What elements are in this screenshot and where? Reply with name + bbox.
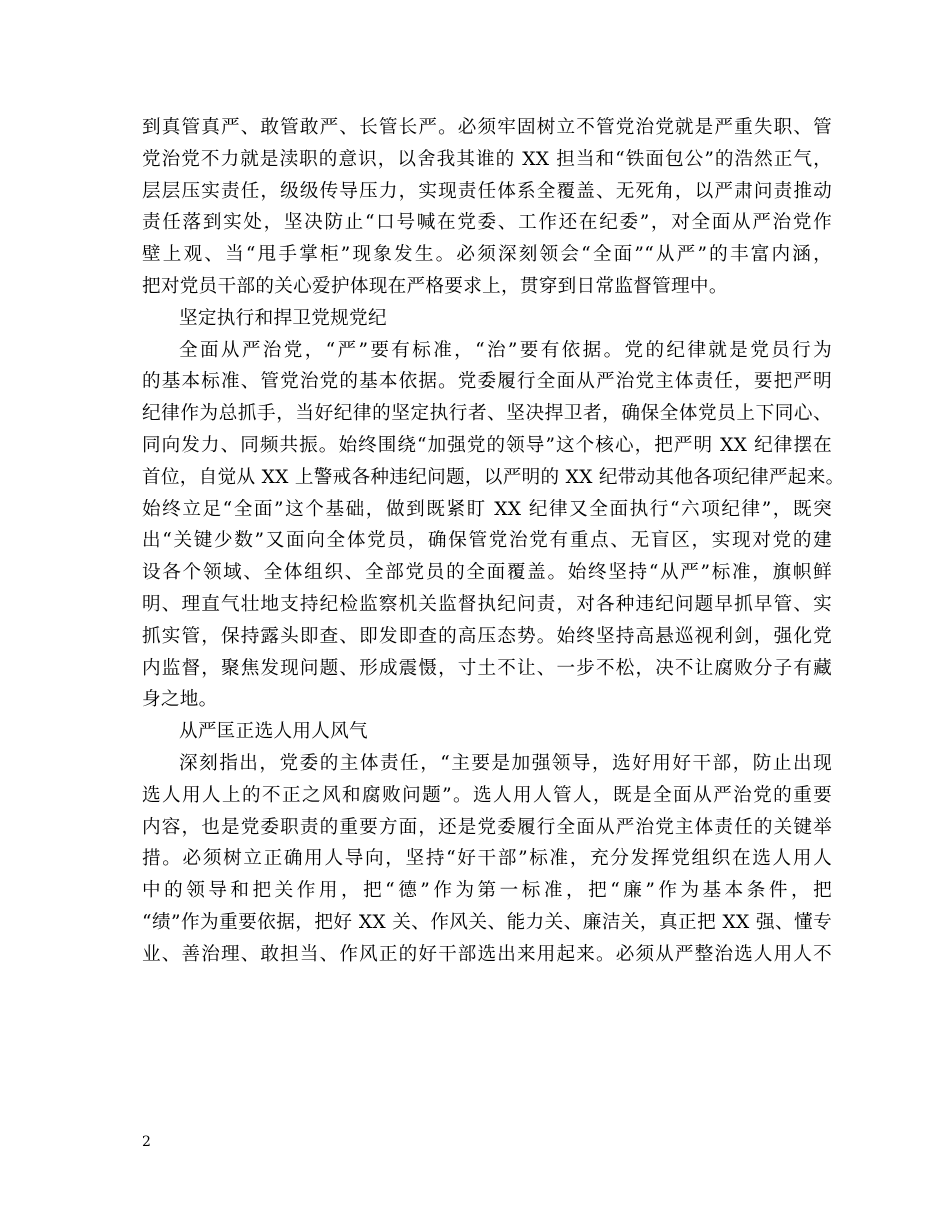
paragraph-line: 把对党员干部的关心爱护体现在严格要求上，贯穿到日常监督管理中。 [142,275,728,297]
paragraph-line: 责任落到实处，坚决防止“口号喊在党委、工作还在纪委”，对全面从严治党作 [142,212,832,234]
page-number: 2 [142,1134,151,1150]
paragraph-line: 壁上观、当“甩手掌柜”现象发生。必须深刻领会“全面”“从严”的丰富内涵， [142,244,832,266]
paragraph-line: 明、理直气壮地支持纪检监察机关监督执纪问责，对各种违纪问题早抓早管、实 [142,593,832,615]
paragraph-line: 党治党不力就是渎职的意识，以舍我其谁的 XX 担当和“铁面包公”的浩然正气， [142,148,832,170]
paragraph-line: 出“关键少数”又面向全体党员，确保管党治党有重点、无盲区，实现对党的建 [142,530,832,552]
paragraph-line: 全面从严治党，“严”要有标准，“治”要有依据。党的纪律就是党员行为 [179,339,832,361]
paragraph-1 [142,112,832,303]
paragraph-line: 首位，自觉从 XX 上警戒各种违纪问题，以严明的 XX 纪带动其他各项纪律严起来。 [142,466,845,488]
paragraph-line: 始终立足“全面”这个基础，做到既紧盯 XX 纪律又全面执行“六项纪律”，既突 [142,498,832,520]
paragraph-2 [142,335,845,717]
paragraph-line: 内容，也是党委职责的重要方面，还是党委履行全面从严治党主体责任的关键举 [142,816,832,838]
document-page [142,112,845,971]
section-heading: 坚定执行和捍卫党规党纪 [179,307,387,329]
paragraph-line: 措。必须树立正确用人导向，坚持“好干部”标准，充分发挥党组织在选人用人 [142,848,832,870]
paragraph-line: 深刻指出，党委的主体责任，“主要是加强领导，选好用好干部，防止出现 [179,752,832,774]
paragraph-line: “绩”作为重要依据，把好 XX 关、作风关、能力关、廉洁关，真正把 XX 强、懂专 [142,911,832,933]
paragraph-line: 身之地。 [142,689,218,711]
paragraph-line: 抓实管，保持露头即查、即发即查的高压态势。始终坚持高悬巡视利剑，强化党 [142,625,832,647]
paragraph-line: 选人用人上的不正之风和腐败问题”。选人用人管人，既是全面从严治党的重要 [142,784,832,806]
paragraph-line: 层层压实责任，级级传导压力，实现责任体系全覆盖、无死角，以严肃问责推动 [142,180,832,202]
paragraph-line: 设各个领域、全体组织、全部党员的全面覆盖。始终坚持“从严”标准，旗帜鲜 [142,562,832,584]
paragraph-3 [142,748,832,971]
paragraph-line: 同向发力、同频共振。始终围绕“加强党的领导”这个核心，把严明 XX 纪律摆在 [142,434,832,456]
paragraph-line: 内监督，聚焦发现问题、形成震慑，寸土不让、一步不松，决不让腐败分子有藏 [142,657,832,679]
paragraph-line: 业、善治理、敢担当、作风正的好干部选出来用起来。必须从严整治选人用人不 [142,943,832,965]
paragraph-line: 的基本标准、管党治党的基本依据。党委履行全面从严治党主体责任，要把严明 [142,371,832,393]
paragraph-line: 到真管真严、敢管敢严、长管长严。必须牢固树立不管党治党就是严重失职、管 [142,117,832,138]
section-heading: 从严匡正选人用人风气 [179,721,368,743]
paragraph-line: 中的领导和把关作用，把“德”作为第一标准，把“廉”作为基本条件，把 [142,880,832,902]
paragraph-line: 纪律作为总抓手，当好纪律的坚定执行者、坚决捍卫者，确保全体党员上下同心、 [142,403,832,425]
